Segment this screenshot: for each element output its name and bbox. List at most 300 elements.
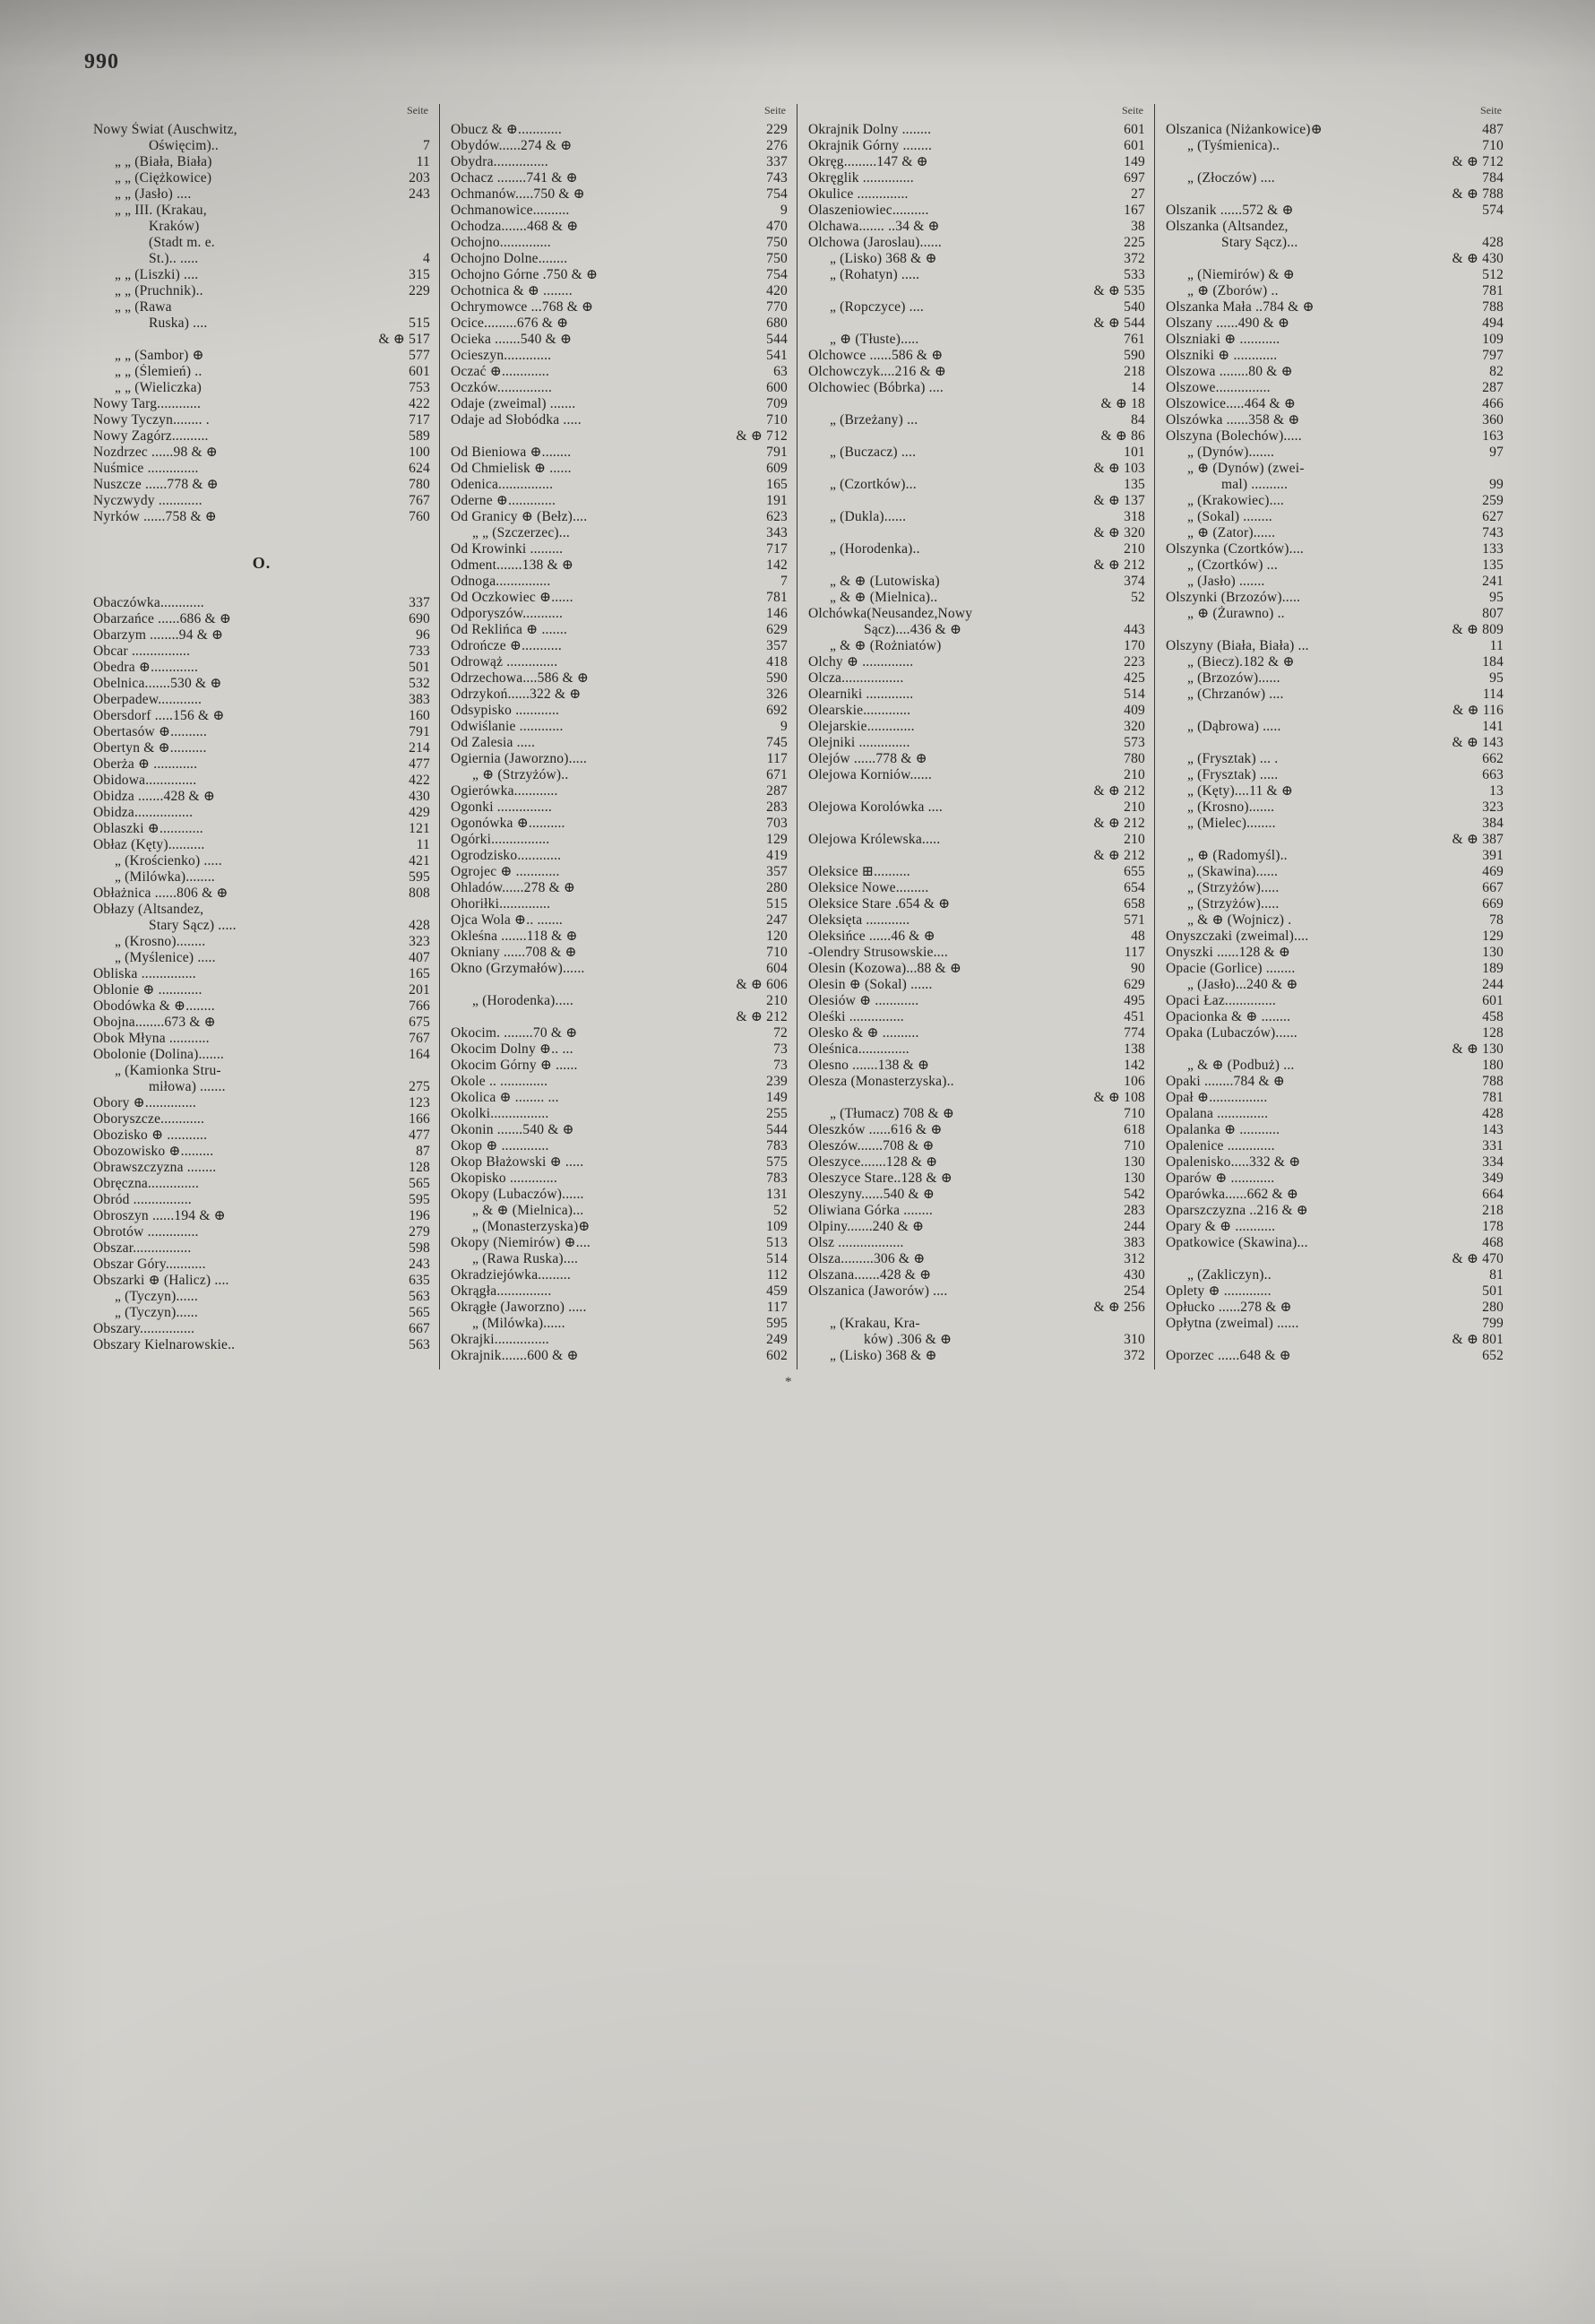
entry-page: 244 [1124,1219,1145,1234]
entry-page: 780 [409,477,430,492]
entry-page: 590 [1124,348,1145,363]
index-entry [808,1009,1145,1025]
index-entry [93,299,430,315]
index-entry [1166,945,1504,961]
index-entry [451,1106,788,1122]
entry-page: 690 [409,611,430,626]
entry-page: 770 [766,299,788,315]
index-entry [451,1219,788,1235]
entry-page: 349 [1482,1171,1504,1186]
entry-page: 623 [766,509,788,524]
entry-page: 384 [1482,816,1504,831]
index-entry [808,977,1145,993]
entry-page: 791 [766,445,788,460]
index-entry [1166,412,1504,428]
index-entry [808,799,1145,816]
entry-page: 337 [766,154,788,169]
index-entry [1166,541,1504,557]
index-entry [93,1224,430,1240]
entry-page: 7 [423,138,430,153]
entry-page: 164 [409,1047,430,1062]
entry-page: 218 [1482,1203,1504,1218]
entry-text: Olaszeniowiec.......... [808,203,929,218]
entry-page: 117 [1124,945,1145,960]
entry-text: Olszanica (Niżankowice)⊕ [1166,122,1323,137]
index-entry [808,654,1145,670]
index-entry [808,1219,1145,1235]
entry-text: Olejarskie............. [808,719,915,734]
index-entry [808,1251,1145,1267]
entry-text: Nowy Targ............ [93,396,202,411]
index-entry [808,945,1145,961]
index-entry [93,1192,430,1208]
entry-page: 100 [409,445,430,460]
entry-page: 81 [1489,1267,1504,1283]
index-column-3 [798,104,1155,1369]
entry-page: 669 [1482,896,1504,911]
entry-page: 82 [1489,364,1504,379]
index-entry [808,751,1145,767]
entry-page: & ⊕ 212 [736,1009,788,1024]
entry-text: Opary & ⊕ ........... [1166,1219,1276,1234]
entry-text: Obarzańce ......686 & ⊕ [93,611,232,626]
entry-page: 514 [1124,687,1145,702]
entry-page: 477 [409,1127,430,1143]
entry-text: Obydra............... [451,154,548,169]
index-entry [808,461,1145,477]
entry-text: „ (Rohatyn) ..... [830,267,920,282]
entry-text: „ (Kamionka Stru- [115,1063,221,1078]
entry-page: 717 [766,541,788,557]
entry-page: 783 [766,1138,788,1153]
entry-page: & ⊕ 137 [1093,493,1145,508]
index-entry [93,283,430,299]
entry-page: 573 [1124,735,1145,750]
index-entry [93,1305,430,1321]
entry-text: Olsz .................. [808,1235,904,1250]
entry-page: 312 [1124,1251,1145,1266]
entry-text: Odnoga............... [451,574,551,589]
entry-text: „ (Horodenka).. [830,541,920,557]
index-entry [93,756,430,773]
entry-page: 142 [766,557,788,573]
entry-page [426,122,430,138]
entry-page: 595 [766,1316,788,1331]
index-entry [93,1079,430,1095]
entry-page: & ⊕ 18 [1100,396,1145,411]
entry-page: 160 [409,708,430,723]
entry-page: 577 [409,348,430,363]
index-entry [808,525,1145,541]
entry-page: 515 [766,896,788,911]
entry-page: 128 [409,1160,430,1175]
index-entry [808,557,1145,574]
index-entry [1166,1041,1504,1058]
entry-page: 477 [409,756,430,772]
entry-page: 123 [409,1095,430,1110]
index-entry [1166,348,1504,364]
entry-text: „ (Lisko) 368 & ⊕ [830,1348,937,1363]
index-entry [93,1127,430,1144]
entry-page: 618 [1124,1122,1145,1137]
entry-page: 652 [1482,1348,1504,1363]
entry-text: Olszynki (Brzozów)..... [1166,590,1301,605]
entry-page: 601 [409,364,430,379]
entry-page: 225 [1124,235,1145,250]
index-entry [93,660,430,676]
entry-text: Olearskie............. [808,703,911,718]
entry-page: 90 [1131,961,1145,976]
index-entry [1166,1154,1504,1171]
entry-page: & ⊕ 430 [1452,251,1504,266]
entry-text: Okradziejówka......... [451,1267,571,1283]
entry-page [426,219,430,235]
entry-text: Okniany ......708 & ⊕ [451,945,577,960]
entry-text: „ (Jasło) ....... [1187,574,1265,589]
entry-text: „ (Krosno)........ [115,934,206,949]
index-entry [808,170,1145,186]
index-entry [808,541,1145,557]
index-entry [808,1283,1145,1300]
entry-page: 662 [1482,751,1504,766]
entry-page: 210 [1124,767,1145,782]
entry-text: Obodówka & ⊕........ [93,998,215,1014]
index-entry [451,154,788,170]
entry-page: 146 [766,606,788,621]
entry-text: Onyszczaki (zweimal).... [1166,929,1309,944]
entry-page: 407 [409,950,430,965]
entry-text: Olchowiec (Bóbrka) .... [808,380,944,395]
entry-page: & ⊕ 130 [1452,1041,1504,1057]
entry-page: 170 [1124,638,1145,653]
entry-page: 466 [1482,396,1504,411]
entry-text: Oleszów.......708 & ⊕ [808,1138,935,1153]
entry-text: „ (Chrzanów) .... [1187,687,1284,702]
entry-page: 495 [1124,993,1145,1008]
index-entry [451,848,788,864]
entry-page [1499,219,1504,235]
entry-page: 629 [1124,977,1145,992]
index-entry [93,740,430,756]
entry-page: & ⊕ 788 [1452,186,1504,202]
entry-page: 130 [1124,1154,1145,1170]
entry-text: Onyszki ......128 & ⊕ [1166,945,1291,960]
entry-text: „ (Brzozów)...... [1187,670,1280,686]
entry-text: „ „ (Ciężkowice) [115,170,212,186]
entry-page: 421 [409,853,430,868]
entry-page: 383 [409,692,430,707]
index-entry [808,412,1145,428]
index-entry [1166,509,1504,525]
index-entry [1166,283,1504,299]
index-entry [808,848,1145,864]
entry-text: Olpiny.......240 & ⊕ [808,1219,925,1234]
entry-text: „ (Brzeżany) ... [830,412,918,428]
index-entry [1166,138,1504,154]
index-entry [93,1208,430,1224]
index-entry [1166,1187,1504,1203]
index-entry [1166,122,1504,138]
index-entry [93,1321,430,1337]
entry-page: 692 [766,703,788,718]
index-entry [808,1106,1145,1122]
entry-text: Okręg.........147 & ⊕ [808,154,928,169]
index-entry [93,1337,430,1353]
entry-page: 73 [773,1058,788,1073]
entry-page: 655 [1124,864,1145,879]
index-entry [451,1154,788,1171]
entry-text: Olszówka ......358 & ⊕ [1166,412,1300,428]
entry-text: mal) .......... [1221,477,1289,492]
index-entry [451,783,788,799]
index-entry [808,1348,1145,1364]
entry-page: 95 [1489,670,1504,686]
entry-page: 14 [1131,380,1145,395]
entry-page: 788 [1482,1074,1504,1089]
index-entry [808,315,1145,332]
index-entry [1166,557,1504,574]
index-entry [808,122,1145,138]
entry-text: Oberpadew............ [93,692,203,707]
index-entry [451,654,788,670]
column-header-seite: Seite [1122,104,1143,117]
entry-page: 515 [409,315,430,331]
index-entry [451,428,788,445]
index-entry [451,138,788,154]
entry-page: 114 [1482,687,1504,702]
entry-text: „ (Strzyżów)..... [1187,896,1280,911]
index-entry [93,950,430,966]
entry-text: Obszary Kielnarowskie.. [93,1337,236,1352]
entry-page: 372 [1124,251,1145,266]
entry-text: Obojna........673 & ⊕ [93,1015,216,1030]
index-entry [808,154,1145,170]
entry-page: & ⊕ 116 [1453,703,1504,718]
index-entry [451,799,788,816]
index-entry [808,703,1145,719]
index-entry [1166,525,1504,541]
entry-page: 710 [766,412,788,428]
entry-page: 218 [1124,364,1145,379]
entry-page: 422 [409,773,430,788]
entry-text: Oberża ⊕ ............ [93,756,198,772]
index-entry [93,203,430,219]
index-entry [1166,1332,1504,1348]
entry-page: 101 [1124,445,1145,460]
entry-page: 697 [1124,170,1145,186]
index-entry [93,461,430,477]
entry-text: Od Oczkowiec ⊕...... [451,590,573,605]
index-entry [451,1122,788,1138]
entry-page: 283 [766,799,788,815]
entry-page: 117 [766,1300,788,1315]
index-entry [808,428,1145,445]
entry-text: „ ⊕ (Zborów) .. [1187,283,1279,298]
index-entry [808,1171,1145,1187]
entry-page: 422 [409,396,430,411]
entry-page: & ⊕ 86 [1100,428,1145,444]
index-entry [1166,735,1504,751]
entry-text: Olcza................. [808,670,904,686]
index-entry [1166,445,1504,461]
entry-text: „ (Ropczyce) .... [830,299,924,315]
entry-text: Olszynka (Czortków).... [1166,541,1304,557]
index-entry [1166,654,1504,670]
index-entry [808,1025,1145,1041]
entry-text: „ (Krakau, Kra- [830,1316,920,1331]
index-entry [93,611,430,627]
entry-text: Obok Młyna ........... [93,1031,210,1046]
entry-text: Olszowe............... [1166,380,1271,395]
entry-text: Oleśki ............... [808,1009,904,1024]
entry-text: „ (Milówka)........ [115,869,215,885]
index-entry [808,138,1145,154]
index-column-4 [1155,104,1513,1369]
index-entry [1166,1300,1504,1316]
section-letter: O. [252,554,272,572]
entry-page: 310 [1124,1332,1145,1347]
index-entry [451,622,788,638]
index-entry [93,1240,430,1257]
entry-page: 430 [409,789,430,804]
entry-text: Nozdrzec ......98 & ⊕ [93,445,218,460]
entry-page: 254 [1124,1283,1145,1299]
entry-text: „ „ III. (Krakau, [115,203,207,218]
entry-page: 418 [766,654,788,670]
index-entry [1166,993,1504,1009]
entry-text: Olszniki ⊕ ............ [1166,348,1278,363]
entry-text: Oleszyce Stare..128 & ⊕ [808,1171,953,1186]
entry-text: Opaki ........784 & ⊕ [1166,1074,1285,1089]
entry-text: (Stadt m. e. [149,235,215,250]
entry-page: 664 [1482,1187,1504,1202]
index-entry [1166,1283,1504,1300]
index-entry [808,267,1145,283]
entry-text: Obłażnica ......806 & ⊕ [93,886,228,901]
entry-text: „ & ⊕ (Rożniatów) [830,638,942,653]
entry-text: Ogórki................ [451,832,550,847]
entry-text: Okop Błażowski ⊕ ..... [451,1154,584,1170]
index-entry [808,493,1145,509]
index-entry [808,912,1145,929]
entry-text: Ogierówka............ [451,783,558,799]
entry-page: & ⊕ 212 [1093,557,1145,573]
entry-page: 166 [409,1111,430,1127]
index-entry [808,638,1145,654]
entry-page: 428 [1482,235,1504,250]
index-entry [93,122,430,138]
entry-page: 280 [1482,1300,1504,1315]
entry-page [1141,1316,1145,1332]
entry-text: Nuśmice .............. [93,461,199,476]
entry-text: Odwiślanie ............ [451,719,564,734]
entry-page: 808 [409,886,430,901]
entry-page: 710 [766,945,788,960]
entry-text: Olchowczyk....216 & ⊕ [808,364,947,379]
entry-text: Obrotów .............. [93,1224,199,1240]
entry-text: Opacie (Gorlice) ........ [1166,961,1296,976]
entry-page: 4 [423,251,430,266]
entry-page: 602 [766,1348,788,1363]
entry-text: Obręczna.............. [93,1176,200,1191]
entry-text: Oderne ⊕............. [451,493,556,508]
index-entry [93,869,430,886]
entry-page: 138 [1124,1041,1145,1057]
index-entry [1166,477,1504,493]
entry-text: Obidowa.............. [93,773,197,788]
entry-page: 276 [766,138,788,153]
entry-text: Ochojno Dolne........ [451,251,568,266]
entry-page: 458 [1482,1009,1504,1024]
index-entry [808,1074,1145,1090]
entry-text: „ „ (Ślemień) .. [115,364,203,379]
entry-text: Okolica ⊕ ........ ... [451,1090,559,1105]
entry-text: Okop ⊕ ............. [451,1138,549,1153]
index-entry [1166,1074,1504,1090]
index-entry [451,993,788,1009]
entry-page: 191 [766,493,788,508]
entry-text: Olszniaki ⊕ ........... [1166,332,1280,347]
entry-text: Oleksice Nowe......... [808,880,929,895]
entry-page: 761 [1124,332,1145,347]
entry-text: Olejowa Korniów...... [808,767,932,782]
entry-text: „ (Dynów)....... [1187,445,1275,460]
entry-text: Olszowice.....464 & ⊕ [1166,396,1297,411]
index-entry [808,380,1145,396]
entry-text: „ (Czortków) ... [1187,557,1278,573]
entry-page: 7 [780,574,788,589]
index-entry [93,138,430,154]
entry-text: Olsza.........306 & ⊕ [808,1251,926,1266]
index-entry [451,832,788,848]
index-entry [93,789,430,805]
entry-text: Opalenice ............. [1166,1138,1275,1153]
entry-text: Stary Sącz) ..... [149,918,237,933]
entry-text: „ ⊕ (Radomyśl).. [1187,848,1288,863]
index-entry [93,477,430,493]
entry-page: 63 [773,364,788,379]
entry-text: Oparszczyzna ..216 & ⊕ [1166,1203,1308,1218]
entry-text: „ (Mielec)........ [1187,816,1276,831]
index-entry [451,251,788,267]
entry-text: Olszanka (Altsandez, [1166,219,1289,234]
entry-page: 210 [766,993,788,1008]
entry-text: Ohladów......278 & ⊕ [451,880,576,895]
entry-page: & ⊕ 809 [1452,622,1504,637]
index-column-1 [82,104,440,1369]
index-entry [451,1348,788,1364]
entry-text: „ ⊕ (Dynów) (zwei- [1187,461,1305,476]
entry-page: 275 [409,1079,430,1094]
index-entry [451,477,788,493]
index-entry [808,687,1145,703]
printer-mark: * [785,1375,792,1389]
entry-text: „ (Czortków)... [830,477,917,492]
index-entry [1166,799,1504,816]
index-entry [451,574,788,590]
index-entry [1166,315,1504,332]
entry-text: „ (Sokal) ........ [1187,509,1272,524]
entry-page: 52 [773,1203,788,1218]
entry-page: 781 [1482,1090,1504,1105]
entry-text: Opaka (Lubaczów)...... [1166,1025,1298,1041]
entry-text: Okopisko ............. [451,1171,557,1186]
entry-page: 766 [409,998,430,1014]
index-entry [451,687,788,703]
index-entry [1166,848,1504,864]
entry-page: 243 [409,186,430,202]
index-entry [451,445,788,461]
